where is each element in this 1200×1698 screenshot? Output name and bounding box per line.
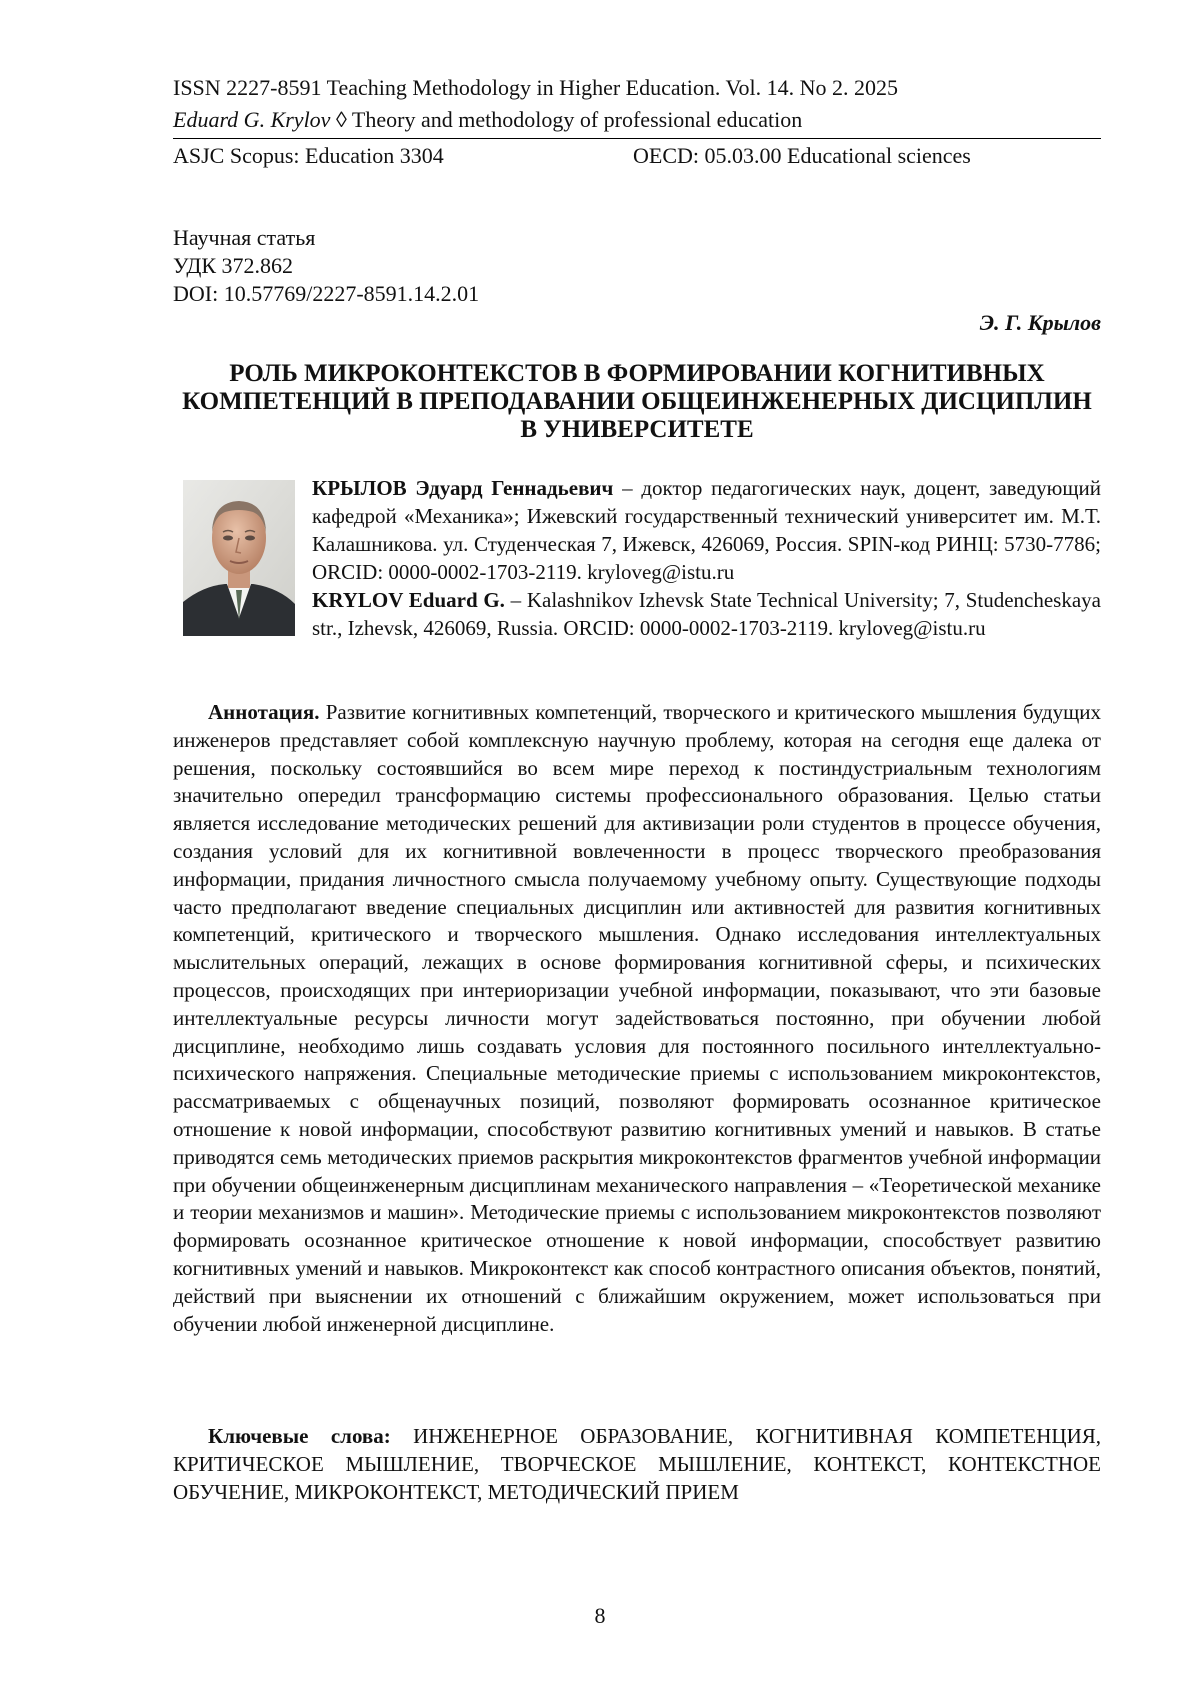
bio-en-text: – Kalashnikov Izhevsk State Technical University; 7, Studencheskaya str., Izhevsk, 426069, Russia. ORCID: 0000-0002-1703-2119. kryloveg@istu.ru bbox=[312, 588, 1101, 640]
author-byline: Э. Г. Крылов bbox=[979, 310, 1101, 335]
running-head-author: Eduard G. Krylov bbox=[173, 107, 331, 132]
header-rule bbox=[173, 138, 1101, 139]
running-head bbox=[173, 106, 802, 134]
oecd-code: OECD: 05.03.00 Educational sciences bbox=[633, 143, 971, 168]
author-bio bbox=[312, 474, 1101, 642]
article-type: Научная статья bbox=[173, 225, 316, 250]
classification-line bbox=[173, 142, 1101, 170]
keywords-label: Ключевые слова: bbox=[208, 1424, 391, 1448]
udc-code: УДК 372.862 bbox=[173, 253, 294, 278]
keywords-paragraph bbox=[173, 1422, 1101, 1506]
abstract bbox=[173, 699, 1101, 1338]
abstract-text: Развитие когнитивных компетенций, творческого и критического мышления будущих инженеров представляет собой комплексную научную проблему, которая на сегодня еще далека от решения, поскольку состоявшийся во всем мире переход к постиндустриальным технологиям значительно опередил трансформацию системы профессионального образования. Целью статьи является исследование методических решений для активизации роли студентов в процессе обучения, создания условий для их когнитивной вовлеченности в процесс творческого преобразования информации, придания личностного смысла получаемому учебному опыту. Существующие подходы часто предполагают введение специальных дисциплин или активностей для развития когнитивных компетенций, критического и творческого мышления. Однако исследования интеллектуальных мыслительных операций, лежащих в основе формирования когнитивной сферы, и психических процессов, происходящих при интериоризации учебной информации, показывают, что эти базовые интеллектуальные ресурсы личности могут задействоваться постоянно, при обучении любой дисциплине, необходимо лишь создавать условия для постоянного посильного интеллектуально-психического напряжения. Специальные методические приемы с использованием микроконтекстов, рассматриваемых с общенаучных позиций, позволяют формировать осознанное критическое отношение к новой информации, способствуют развитию когнитивных умений и навыков. В статье приводятся семь методических приемов раскрытия микроконтекстов фрагментов учебной информации при обучении общеинженерным дисциплинам механического направления – «Теоретической механике и теории механизмов и машин». Методические приемы с использованием микроконтекстов позволяют формировать осознанное критическое отношение к новой информации, способствует развитию когнитивных умений и навыков. Микроконтекст как способ контрастного описания объектов, понятий, действий при выяснении их отношений с ближайшим окружением, может использоваться при обучении любой инженерной дисциплине. bbox=[173, 700, 1101, 1336]
asjc-code: ASJC Scopus: Education 3304 bbox=[173, 143, 444, 168]
running-head-section: ◊ Theory and methodology of professional education bbox=[330, 107, 803, 132]
journal-header-line: ISSN 2227-8591 Teaching Methodology in Higher Education. Vol. 14. No 2. 2025 bbox=[173, 75, 899, 100]
bio-en-name: KRYLOV Eduard G. bbox=[312, 588, 505, 612]
page-number: 8 bbox=[594, 1603, 606, 1628]
bio-russian bbox=[312, 474, 1101, 586]
author-photo bbox=[183, 480, 295, 636]
bio-ru-text: – доктор педагогических наук, доцент, заведующий кафедрой «Механика»; Ижевский государственный технический университет им. М.Т. Калашникова. ул. Студенческая 7, Ижевск, 426069, Россия. SPIN-код РИНЦ: 5730-7786; ORCID: 0000-0002-1703-2119. kryloveg@istu.ru bbox=[312, 476, 1102, 584]
abstract-paragraph bbox=[173, 699, 1101, 1338]
article-meta bbox=[173, 224, 479, 308]
doi: DOI: 10.57769/2227-8591.14.2.01 bbox=[173, 281, 480, 306]
keywords-text: ИНЖЕНЕРНОЕ ОБРАЗОВАНИЕ, КОГНИТИВНАЯ КОМПЕТЕНЦИЯ, КРИТИЧЕСКОЕ МЫШЛЕНИЕ, ТВОРЧЕСКОЕ МЫШЛЕНИЕ, КОНТЕКСТ, КОНТЕКСТНОЕ ОБУЧЕНИЕ, МИКРОКОНТЕКСТ, МЕТОДИЧЕСКИЙ ПРИЕМ bbox=[173, 1424, 1101, 1504]
author-portrait-image bbox=[183, 480, 295, 636]
bio-english bbox=[312, 586, 1101, 642]
abstract-label: Аннотация. bbox=[208, 700, 320, 724]
bio-ru-name: КРЫЛОВ Эдуард Геннадьевич bbox=[312, 476, 614, 500]
keywords bbox=[173, 1422, 1101, 1506]
article-title: РОЛЬ МИКРОКОНТЕКСТОВ В ФОРМИРОВАНИИ КОГНИТИВНЫХ КОМПЕТЕНЦИЙ В ПРЕПОДАВАНИИ ОБЩЕИНЖЕНЕРНЫХ ДИСЦИПЛИН В УНИВЕРСИТЕТЕ bbox=[182, 360, 1092, 443]
